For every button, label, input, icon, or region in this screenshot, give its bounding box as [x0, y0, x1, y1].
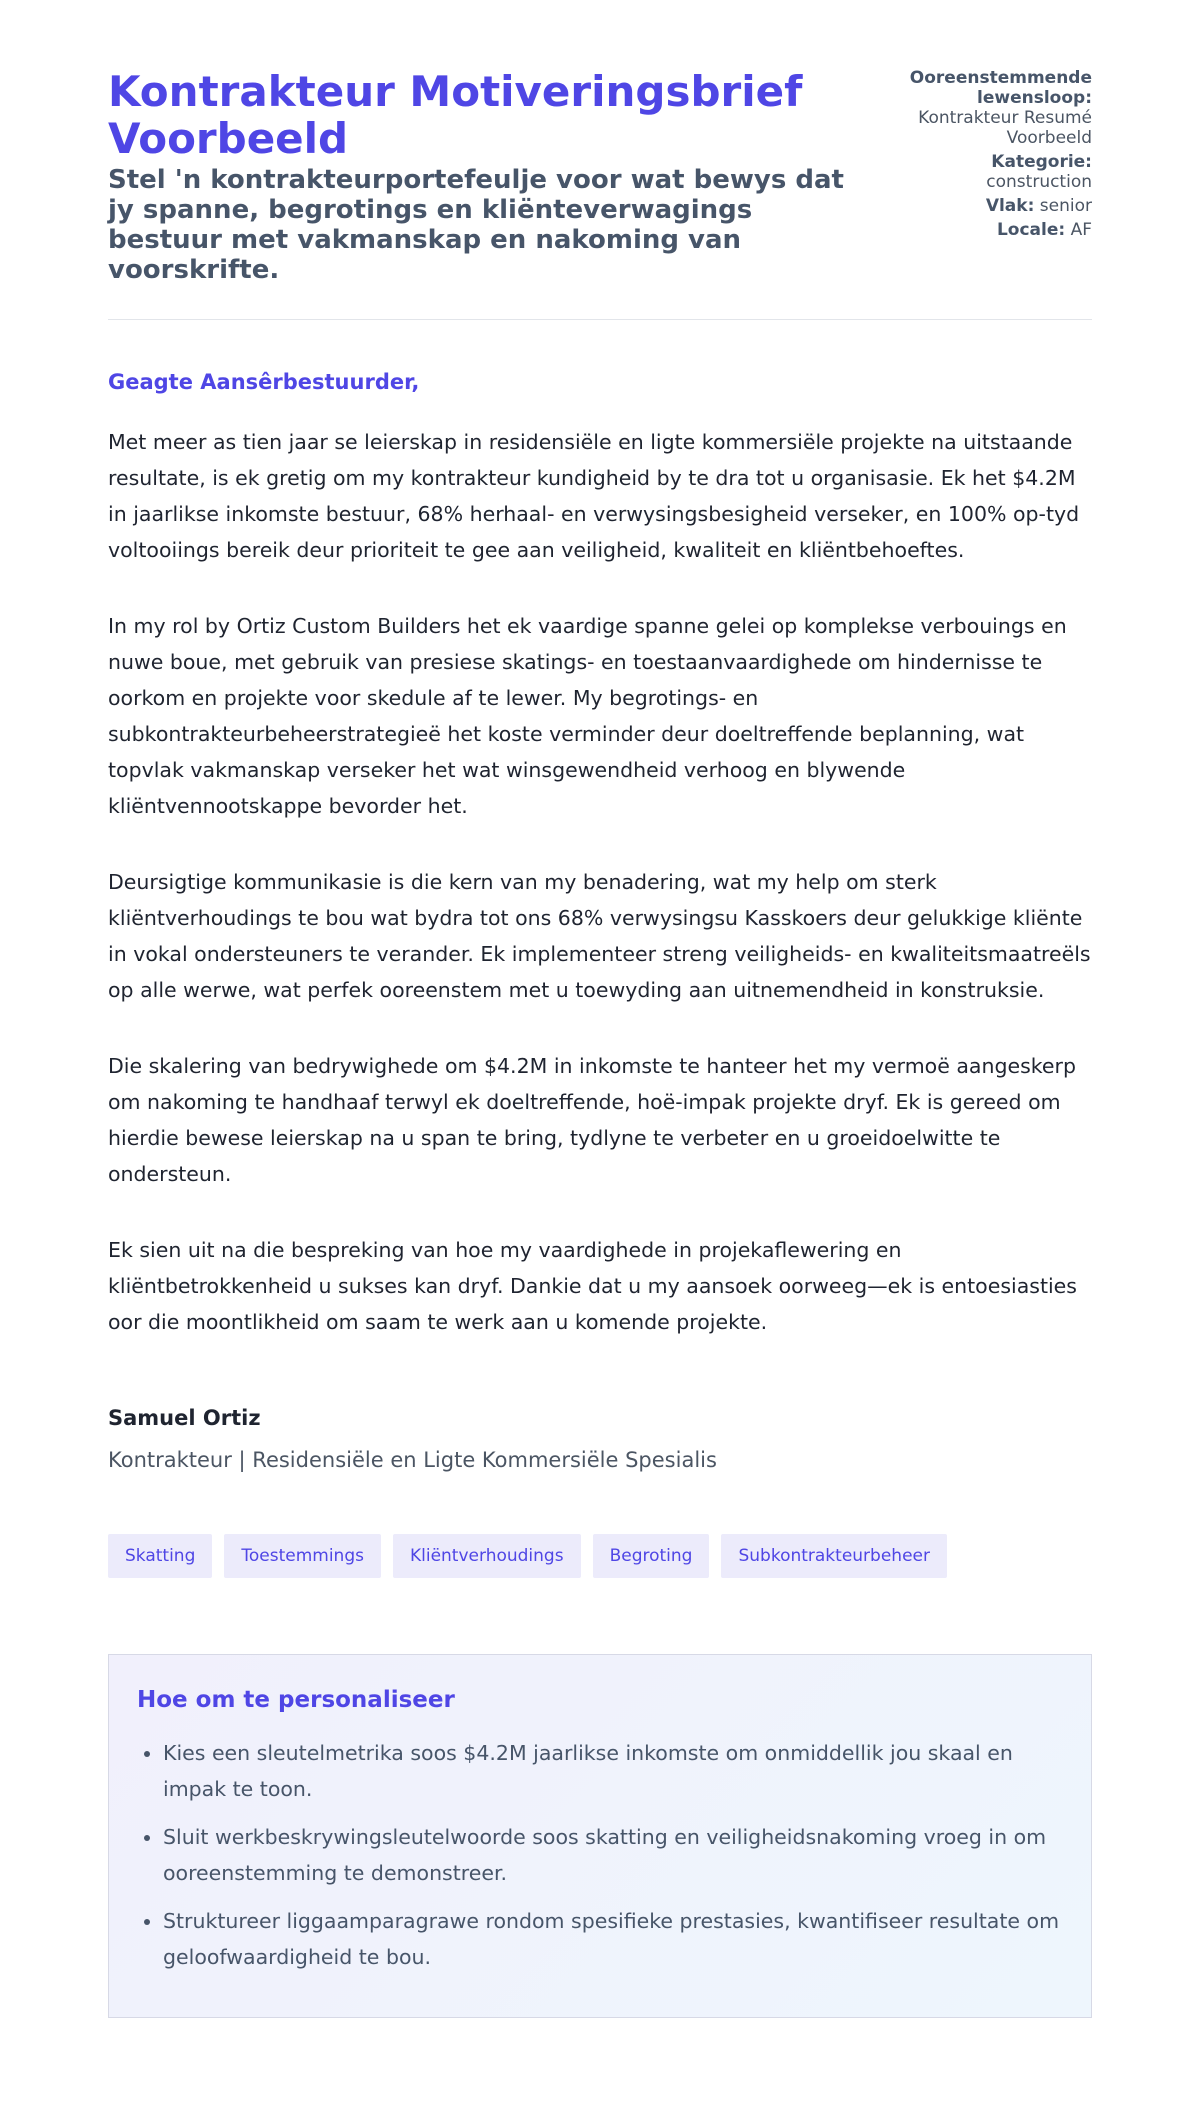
letter-salutation: Geagte Aansêrbestuurder,: [108, 370, 420, 394]
letter-paragraph: Ek sien uit na die bespreking van hoe my vaardighede in projekaflewering en kliëntbetrokkenheid u sukses kan dryf. Dankie dat u my aansoek oorweeg—ek is entoesiasties oor die moontlikheid om saam te werk aan u komende projekte.: [108, 1238, 1077, 1334]
meta-category-label: Kategorie:: [991, 152, 1092, 172]
metadata-panel: [848, 68, 1092, 244]
meta-category: [848, 152, 1092, 192]
meta-locale: [848, 220, 1092, 240]
skill-tag[interactable]: Kliëntverhoudings: [393, 1534, 581, 1578]
skill-tag[interactable]: Skatting: [108, 1534, 212, 1578]
meta-resume-label: Ooreenstemmende lewensloop:: [909, 68, 1092, 108]
tips-list: [137, 1735, 1061, 1975]
letter-paragraph: In my rol by Ortiz Custom Builders het ek vaardige spanne gelei op komplekse verbouings en nuwe boue, met gebruik van presiese skatings- en toestaanvaardighede om hindernisse te oorkom en projekte voor skedule af te lewer. My begrotings- en subkontrakteurbeheerstrategieë het koste verminder deur doeltreffende beplanning, wat topvlak vakmanskap verseker het wat winsgewendheid verhoog en blywende kliëntvennootskappe bevorder het.: [108, 614, 1067, 818]
meta-level-value: senior: [1039, 196, 1092, 216]
personalize-tips-box: [108, 1654, 1092, 2018]
letter-paragraph: Met meer as tien jaar se leierskap in residensiële en ligte kommersiële projekte na uitstaande resultate, is ek gretig om my kontrakteur kundigheid by te dra tot u organisasie. Ek het $4.2M in jaarlikse inkomste bestuur, 68% herhaal- en verwysingsbesigheid verseker, en 100% op-tyd voltooiings bereik deur prioriteit te gee aan veiligheid, kwaliteit en kliëntbehoeftes.: [108, 430, 1080, 562]
meta-resume-value[interactable]: Kontrakteur Resumé Voorbeeld: [918, 108, 1092, 148]
page-header: [108, 68, 1092, 285]
letter-paragraph: Deursigtige kommunikasie is die kern van my benadering, wat my help om sterk kliëntverhoudings te bou wat bydra tot ons 68% verwysingsu Kasskoers deur gelukkige kliënte in vokal ondersteuners te verander. Ek implementeer streng veiligheids- en kwaliteitsmaatreëls op alle werwe, wat perfek ooreenstem met u toewyding aan uitnemendheid in konstruksie.: [108, 870, 1091, 1002]
signature-title: Kontrakteur | Residensiële en Ligte Kommersiële Spesialis: [108, 1448, 717, 1472]
skill-tag[interactable]: Toestemmings: [224, 1534, 381, 1578]
letter-body: [108, 424, 1092, 1340]
signature-name: Samuel Ortiz: [108, 1406, 261, 1430]
header-titles: [108, 68, 848, 285]
page-subtitle: Stel 'n kontrakteurportefeulje voor wat bewys dat jy spanne, begrotings en kliënteverwagings bestuur met vakmanskap en nakoming van voorskrifte.: [108, 165, 844, 285]
letter-paragraph: Die skalering van bedrywighede om $4.2M in inkomste te hanteer het my vermoë aangeskerp om nakoming te handhaaf terwyl ek doeltreffende, hoë-impak projekte dryf. Ek is gereed om hierdie bewese leierskap na u span te bring, tydlyne te verbeter en u groeidoelwitte te ondersteun.: [108, 1054, 1076, 1186]
meta-level: [848, 196, 1092, 216]
meta-level-label: Vlak:: [985, 196, 1035, 216]
tips-title: Hoe om te personaliseer: [137, 1687, 455, 1713]
tip-item: • Kies een sleutelmetrika soos $4.2M jaarlikse inkomste om onmiddellik jou skaal en impak te toon.: [163, 1735, 1061, 1807]
page-title: Kontrakteur Motiveringsbrief Voorbeeld: [108, 67, 803, 163]
meta-locale-value: AF: [1070, 220, 1092, 240]
header-divider: [108, 319, 1092, 320]
tip-item: • Sluit werkbeskrywingsleutelwoorde soos skatting en veiligheidsnakoming vroeg in om ooreenstemming te demonstreer.: [163, 1819, 1061, 1891]
meta-resume: [848, 68, 1092, 148]
skill-tags: [108, 1534, 1092, 1578]
skill-tag[interactable]: Subkontrakteurbeheer: [721, 1534, 947, 1578]
skill-tag[interactable]: Begroting: [593, 1534, 710, 1578]
tip-item: • Struktureer liggaamparagrawe rondom spesifieke prestasies, kwantifiseer resultate om geloofwaardigheid te bou.: [163, 1903, 1061, 1975]
letter-signature: [108, 1404, 1092, 1474]
meta-category-value: construction: [986, 172, 1092, 192]
meta-locale-label: Locale:: [996, 220, 1066, 240]
